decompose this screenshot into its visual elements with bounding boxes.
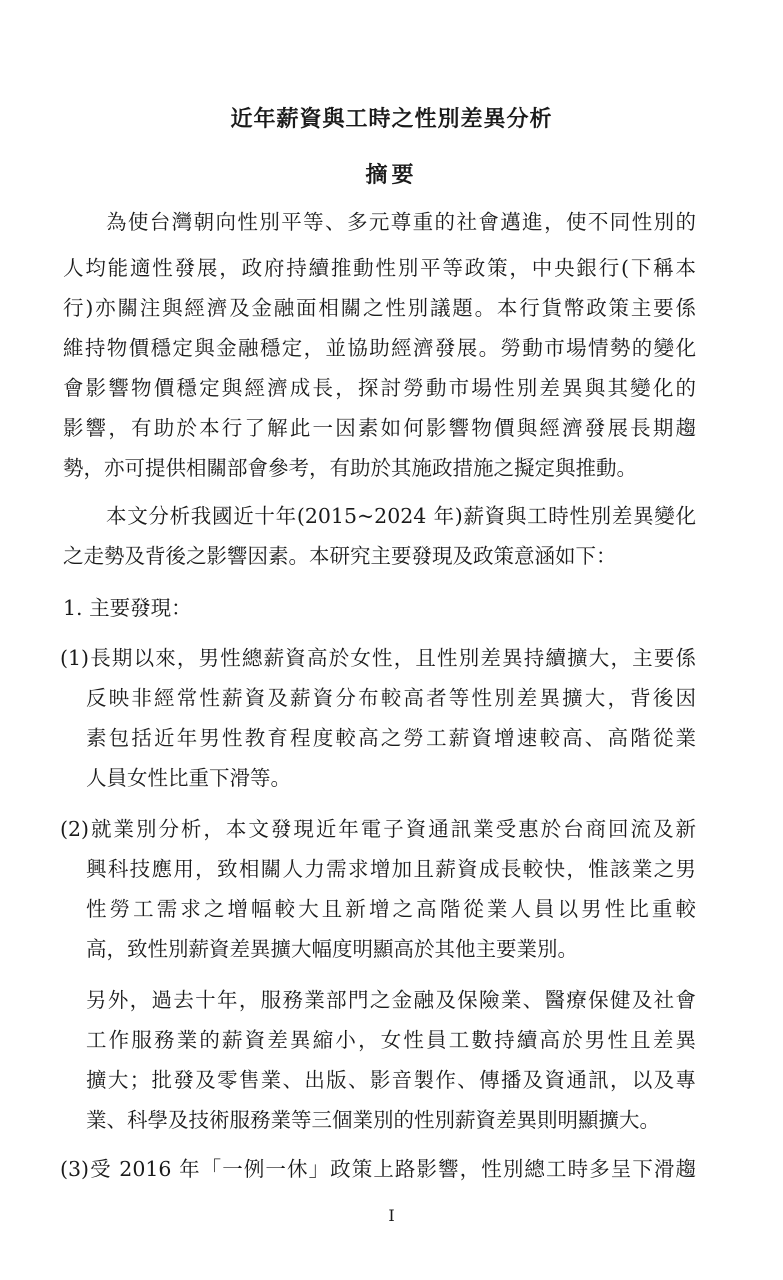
intro-line: 人均能適性發展，政府持續推動性別平等政策，中央銀行(下稱本 — [63, 256, 696, 280]
finding-2b-line: 擴大；批發及零售業、出版、影音製作、傳播及資通訊，以及專 — [86, 1068, 696, 1092]
finding-1-line: 人員女性比重下滑等。 — [86, 766, 291, 790]
section-heading: 1. 主要發現： — [63, 596, 192, 620]
finding-2-line: 興科技應用，致相關人力需求增加且薪資成長較快，惟該業之男 — [86, 857, 696, 881]
intro-line: 維持物價穩定與金融穩定，並協助經濟發展。勞動市場情勢的變化 — [63, 336, 696, 360]
finding-1-line: 反映非經常性薪資及薪資分布較高者等性別差異擴大，背後因 — [86, 686, 696, 710]
finding-3-line: (3)受 2016 年「一例一休」政策上路影響，性別總工時多呈下滑趨 — [60, 1157, 696, 1181]
finding-1-line: (1)長期以來，男性總薪資高於女性，且性別差異持續擴大，主要係 — [60, 646, 696, 670]
intro-line: 勢，亦可提供相關部會參考，有助於其施政措施之擬定與推動。 — [63, 456, 637, 480]
scope-line: 之走勢及背後之影響因素。本研究主要發現及政策意涵如下： — [63, 544, 617, 568]
finding-2-line: 高，致性別薪資差異擴大幅度明顯高於其他主要業別。 — [86, 937, 578, 961]
finding-1-line: 素包括近年男性教育程度較高之勞工薪資增速較高、高階從業 — [86, 726, 696, 750]
abstract-heading: 摘要 — [365, 162, 418, 188]
intro-line: 為使台灣朝向性別平等、多元尊重的社會邁進，使不同性別的 — [106, 210, 696, 234]
intro-line: 會影響物價穩定與經濟成長，探討勞動市場性別差異與其變化的 — [63, 376, 696, 400]
finding-2-line: 性勞工需求之增幅較大且新增之高階從業人員以男性比重較 — [86, 897, 696, 921]
finding-2b-line: 工作服務業的薪資差異縮小，女性員工數持續高於男性且差異 — [86, 1028, 696, 1052]
finding-2b-line: 業、科學及技術服務業等三個業別的性別薪資差異則明顯擴大。 — [86, 1108, 660, 1132]
scope-line: 本文分析我國近十年(2015~2024 年)薪資與工時性別差異變化 — [106, 504, 696, 528]
intro-line: 影響，有助於本行了解此一因素如何影響物價與經濟發展長期趨 — [63, 416, 696, 440]
finding-2-line: (2)就業別分析，本文發現近年電子資通訊業受惠於台商回流及新 — [60, 817, 696, 841]
document-title: 近年薪資與工時之性別差異分析 — [230, 106, 553, 132]
finding-2b-line: 另外，過去十年，服務業部門之金融及保險業、醫療保健及社會 — [86, 988, 696, 1012]
page-number: I — [388, 1206, 395, 1225]
intro-line: 行)亦關注與經濟及金融面相關之性別議題。本行貨幣政策主要係 — [63, 296, 696, 320]
